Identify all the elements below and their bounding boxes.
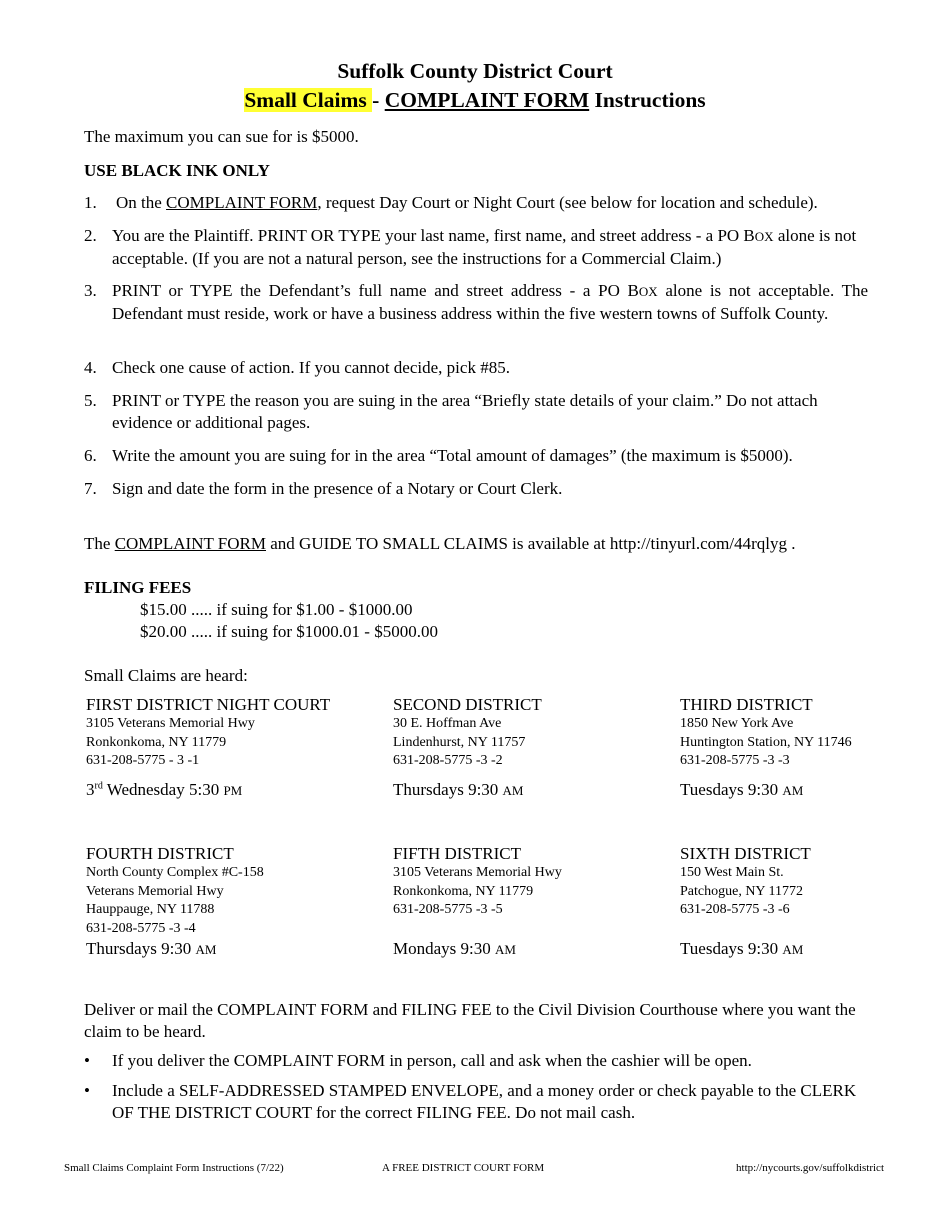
schedule-ampm: AM bbox=[782, 782, 804, 798]
step-1 bbox=[116, 192, 876, 214]
district-address: Patchogue, NY 11772 bbox=[680, 883, 803, 899]
heard-label: Small Claims are heard: bbox=[84, 666, 248, 685]
step-2-smallcaps: OX bbox=[754, 229, 774, 244]
step-number: 6. bbox=[84, 446, 97, 465]
schedule-text: Tuesdays 9:30 bbox=[680, 938, 783, 958]
district-name: FOURTH DISTRICT bbox=[86, 844, 234, 863]
footer-center: A FREE DISTRICT COURT FORM bbox=[382, 1162, 545, 1174]
filing-fees-heading: FILING FEES bbox=[84, 578, 192, 597]
step-6: Write the amount you are suing for in the area “Total amount of damages” (the maximum is $5000). bbox=[112, 446, 793, 465]
step-3-text-end: alone is not acceptable. The Defendant must reside, work or have a business address within the five western towns of Suffolk County. bbox=[112, 281, 869, 323]
district-name: FIRST DISTRICT NIGHT COURT bbox=[86, 695, 331, 714]
district-address: 1850 New York Ave bbox=[680, 716, 794, 731]
district-phone: 631-208-5775 -3 -2 bbox=[393, 753, 503, 768]
district-second bbox=[393, 695, 542, 802]
district-schedule bbox=[680, 938, 811, 961]
schedule-ampm: AM bbox=[502, 782, 524, 798]
step-number: 2. bbox=[84, 226, 97, 245]
availability-pre: The bbox=[84, 534, 115, 553]
district-address: 3105 Veterans Memorial Hwy bbox=[393, 865, 562, 880]
small-claims-highlight: Small Claims bbox=[244, 88, 373, 112]
step-number: 3. bbox=[84, 281, 97, 300]
district-phone: 631-208-5775 -3 -3 bbox=[680, 753, 790, 768]
district-schedule bbox=[86, 938, 264, 961]
schedule-text: Mondays 9:30 bbox=[393, 938, 495, 958]
district-first bbox=[86, 695, 330, 802]
schedule-text: Wednesday 5:30 bbox=[102, 779, 224, 799]
complaint-form-link-2[interactable]: COMPLAINT FORM bbox=[114, 534, 266, 553]
district-address: Ronkonkoma, NY 11779 bbox=[393, 883, 534, 899]
delivery-intro: Deliver or mail the COMPLAINT FORM and FILING FEE to the Civil Division Courthouse where you want the claim to be heard. bbox=[84, 1000, 856, 1041]
schedule-text: Thursdays 9:30 bbox=[86, 939, 196, 958]
district-address: 150 West Main St. bbox=[680, 865, 784, 880]
fee-line-2: $20.00 ..... if suing for $1000.01 - $5000.00 bbox=[140, 622, 438, 641]
district-address: Hauppauge, NY 11788 bbox=[86, 902, 215, 917]
step-number: 7. bbox=[84, 479, 97, 498]
district-phone: 631-208-5775 - 3 -1 bbox=[86, 753, 200, 768]
step-4: Check one cause of action. If you cannot decide, pick #85. bbox=[112, 358, 510, 377]
footer-left: Small Claims Complaint Form Instructions (7/22) bbox=[64, 1162, 284, 1174]
district-name: SIXTH DISTRICT bbox=[680, 844, 811, 863]
district-schedule bbox=[393, 779, 542, 802]
district-address: Huntington Station, NY 11746 bbox=[680, 734, 852, 750]
step-3-smallcaps: OX bbox=[638, 284, 658, 299]
step-1-text: On the bbox=[116, 193, 167, 212]
availability-post: and GUIDE TO SMALL CLAIMS is available at http://tinyurl.com/44rqlyg . bbox=[266, 534, 796, 553]
district-phone: 631-208-5775 -3 -6 bbox=[680, 902, 790, 917]
district-fifth bbox=[393, 844, 562, 961]
schedule-sup: rd bbox=[94, 779, 103, 791]
form-title bbox=[0, 86, 950, 114]
district-phone: 631-208-5775 -3 -5 bbox=[393, 902, 503, 917]
title-form-name: COMPLAINT FORM bbox=[384, 88, 590, 112]
district-schedule bbox=[680, 779, 852, 802]
district-sixth bbox=[680, 844, 811, 961]
district-phone: 631-208-5775 -3 -4 bbox=[86, 920, 196, 936]
delivery-bullet-1: If you deliver the COMPLAINT FORM in person, call and ask when the cashier will be open. bbox=[112, 1051, 752, 1070]
district-schedule bbox=[393, 938, 562, 961]
title-suffix: Instructions bbox=[589, 88, 706, 112]
district-fourth bbox=[86, 844, 264, 961]
step-2-text: You are the Plaintiff. PRINT OR TYPE your last name, first name, and street address - a PO B bbox=[112, 226, 755, 245]
schedule-ampm: AM bbox=[495, 941, 516, 957]
fee-line-1: $15.00 ..... if suing for $1.00 - $1000.00 bbox=[140, 600, 413, 619]
step-3-text: PRINT or TYPE the Defendant’s full name and street address - a PO B bbox=[112, 281, 639, 300]
court-title: Suffolk County District Court bbox=[337, 59, 613, 83]
step-5: PRINT or TYPE the reason you are suing in the area “Briefly state details of your claim.” Do not attach evidence or additional pages. bbox=[112, 391, 818, 432]
step-1-text-end: , request Day Court or Night Court (see below for location and schedule). bbox=[317, 193, 818, 212]
district-address: 3105 Veterans Memorial Hwy bbox=[86, 716, 255, 731]
footer-url[interactable]: http://nycourts.gov/suffolkdistrict bbox=[736, 1162, 884, 1174]
step-3 bbox=[112, 280, 868, 325]
schedule-text: Thursdays 9:30 bbox=[393, 779, 503, 799]
district-address: Veterans Memorial Hwy bbox=[86, 883, 224, 899]
step-2 bbox=[112, 225, 868, 270]
complaint-form-link[interactable]: COMPLAINT FORM bbox=[166, 193, 318, 212]
max-sue-text: The maximum you can sue for is $5000. bbox=[84, 127, 359, 146]
title-dash: - bbox=[372, 88, 385, 112]
black-ink-notice: USE BLACK INK ONLY bbox=[84, 161, 270, 180]
bullet: • bbox=[84, 1081, 90, 1100]
step-2-text-end: alone is not acceptable. (If you are not a natural person, see the instructions for a Commercial Claim.) bbox=[112, 226, 857, 268]
step-number: 4. bbox=[84, 358, 97, 377]
bullet: • bbox=[84, 1051, 90, 1070]
district-address: Ronkonkoma, NY 11779 bbox=[86, 734, 227, 750]
schedule-text: Tuesdays 9:30 bbox=[680, 779, 783, 799]
district-address: 30 E. Hoffman Ave bbox=[393, 716, 502, 731]
schedule-ampm: AM bbox=[782, 941, 804, 957]
district-third bbox=[680, 695, 852, 802]
district-address: North County Complex #C-158 bbox=[86, 865, 264, 880]
schedule-ampm: PM bbox=[223, 782, 243, 798]
district-name: SECOND DISTRICT bbox=[393, 695, 542, 714]
district-address: Lindenhurst, NY 11757 bbox=[393, 734, 526, 750]
district-schedule bbox=[86, 779, 330, 802]
step-number: 1. bbox=[84, 193, 97, 212]
step-number: 5. bbox=[84, 391, 97, 410]
schedule-ampm: AM bbox=[195, 942, 217, 957]
schedule-num: 3 bbox=[86, 779, 95, 799]
availability-text bbox=[84, 533, 795, 555]
step-7: Sign and date the form in the presence of a Notary or Court Clerk. bbox=[112, 479, 563, 498]
district-name: FIFTH DISTRICT bbox=[393, 844, 521, 863]
delivery-bullet-2: Include a SELF-ADDRESSED STAMPED ENVELOPE, and a money order or check payable to the CLERK OF THE DISTRICT COURT for the correct FILING FEE. Do not mail cash. bbox=[112, 1081, 857, 1122]
district-name: THIRD DISTRICT bbox=[680, 695, 813, 714]
